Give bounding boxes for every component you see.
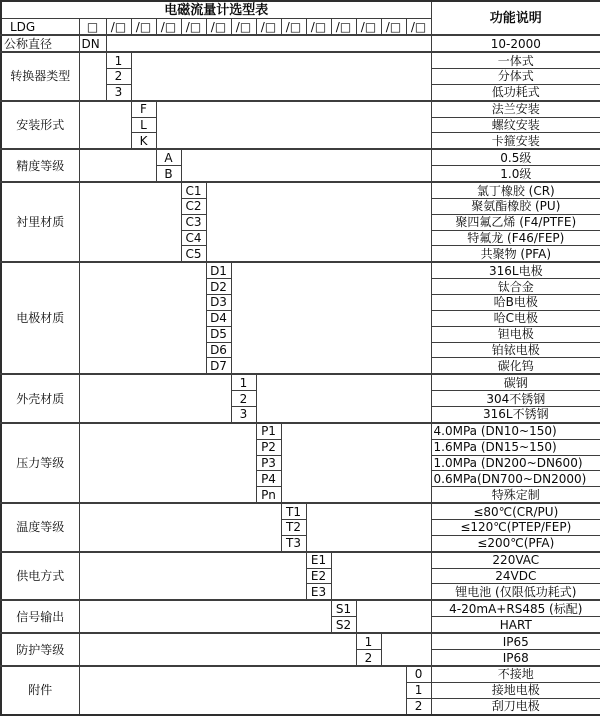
- function-desc-cell: 聚氨酯橡胶 (PU): [431, 199, 600, 215]
- section-row: [1, 423, 600, 439]
- table-title: 电磁流量计选型表: [1, 1, 431, 19]
- order-code-cell: P1: [256, 423, 281, 439]
- function-desc-cell: 螺纹安装: [431, 117, 600, 133]
- order-code-cell: 1: [406, 682, 431, 698]
- category-label: 压力等级: [1, 423, 79, 503]
- section-row: [1, 503, 600, 519]
- function-desc-cell: 1.0级: [431, 166, 600, 182]
- model-slot-box: /□: [206, 19, 231, 35]
- function-desc-cell: 1.6MPa (DN15~150): [431, 439, 600, 455]
- function-desc-cell: HART: [431, 617, 600, 633]
- function-desc-cell: 刮刀电极: [431, 698, 600, 715]
- category-label: 温度等级: [1, 503, 79, 552]
- function-desc-cell: 304不锈钢: [431, 391, 600, 407]
- function-desc-cell: 220VAC: [431, 552, 600, 568]
- left-spacer-cell: [79, 149, 156, 182]
- model-slot-box: /□: [156, 19, 181, 35]
- left-spacer-cell: [79, 52, 106, 101]
- model-slot-box: /□: [331, 19, 356, 35]
- category-label: 外壳材质: [1, 374, 79, 423]
- category-label: 转换器类型: [1, 52, 79, 101]
- function-desc-cell: ≤80℃(CR/PU): [431, 503, 600, 519]
- order-code-cell: E2: [306, 568, 331, 584]
- function-desc-cell: 1.0MPa (DN200~DN600): [431, 455, 600, 471]
- order-code-cell: T3: [281, 535, 306, 551]
- category-label: 信号输出: [1, 600, 79, 633]
- order-code-cell: 3: [231, 406, 256, 422]
- function-desc-cell: 铂铱电极: [431, 342, 600, 358]
- order-code-cell: F: [131, 101, 156, 117]
- model-slot-box: /□: [306, 19, 331, 35]
- left-spacer-cell: [79, 666, 406, 715]
- order-code-cell: 2: [231, 391, 256, 407]
- model-slot-box: /□: [406, 19, 431, 35]
- category-label: 精度等级: [1, 149, 79, 182]
- order-code-cell: D1: [206, 262, 231, 278]
- left-spacer-cell: [79, 374, 231, 423]
- category-label: 防护等级: [1, 633, 79, 666]
- function-desc-cell: 24VDC: [431, 568, 600, 584]
- order-code-cell: DN: [79, 35, 106, 52]
- function-desc-cell: 0.6MPa(DN700~DN2000): [431, 471, 600, 487]
- section-row: [1, 262, 600, 278]
- order-code-cell: D6: [206, 342, 231, 358]
- order-code-cell: 1: [231, 374, 256, 390]
- order-code-cell: D5: [206, 326, 231, 342]
- order-code-cell: A: [156, 149, 181, 165]
- right-spacer-cell: [256, 374, 431, 423]
- function-desc-cell: 共聚物 (PFA): [431, 246, 600, 262]
- order-code-cell: K: [131, 133, 156, 149]
- model-first-box: □: [79, 19, 106, 35]
- function-desc-cell: 接地电极: [431, 682, 600, 698]
- model-slot-box: /□: [231, 19, 256, 35]
- order-code-cell: 0: [406, 666, 431, 682]
- section-row: [1, 374, 600, 390]
- model-prefix: LDG: [1, 19, 79, 35]
- model-slot-box: /□: [281, 19, 306, 35]
- order-code-cell: L: [131, 117, 156, 133]
- order-code-cell: T2: [281, 520, 306, 536]
- order-code-cell: C4: [181, 230, 206, 246]
- category-label: 公称直径: [1, 35, 79, 52]
- right-spacer-cell: [231, 262, 431, 374]
- model-slot-box: /□: [181, 19, 206, 35]
- category-label: 供电方式: [1, 552, 79, 601]
- section-row: [1, 101, 600, 117]
- function-desc-cell: 聚四氟乙烯 (F4/PTFE): [431, 214, 600, 230]
- left-spacer-cell: [79, 262, 206, 374]
- function-desc-cell: 低功耗式: [431, 84, 600, 100]
- section-row: [1, 182, 600, 198]
- order-code-cell: 1: [356, 633, 381, 649]
- right-spacer-cell: [281, 423, 431, 503]
- function-desc-cell: 卡箍安装: [431, 133, 600, 149]
- function-desc-cell: 特殊定制: [431, 487, 600, 503]
- order-code-cell: D7: [206, 358, 231, 374]
- function-desc-cell: IP65: [431, 633, 600, 649]
- function-desc-cell: 10-2000: [431, 35, 600, 52]
- right-spacer-cell: [181, 149, 431, 182]
- section-row: [1, 52, 600, 68]
- function-desc-cell: 哈C电极: [431, 310, 600, 326]
- function-desc-cell: IP68: [431, 650, 600, 666]
- left-spacer-cell: [79, 633, 356, 666]
- right-spacer-cell: [356, 600, 431, 633]
- order-code-cell: D4: [206, 310, 231, 326]
- order-code-cell: Pn: [256, 487, 281, 503]
- order-code-cell: B: [156, 166, 181, 182]
- order-code-cell: 1: [106, 52, 131, 68]
- function-desc-cell: 4-20mA+RS485 (标配): [431, 600, 600, 616]
- section-row: [1, 666, 600, 682]
- left-spacer-cell: [79, 182, 181, 262]
- order-code-cell: D3: [206, 295, 231, 311]
- left-spacer-cell: [79, 503, 281, 552]
- function-desc-cell: ≤200℃(PFA): [431, 535, 600, 551]
- function-desc-cell: 一体式: [431, 52, 600, 68]
- order-code-cell: C1: [181, 182, 206, 198]
- function-desc-cell: 氯丁橡胶 (CR): [431, 182, 600, 198]
- right-spacer-cell: [156, 101, 431, 150]
- function-desc-cell: 锂电池 (仅限低功耗式): [431, 584, 600, 600]
- order-code-cell: 2: [106, 68, 131, 84]
- section-row: [1, 35, 600, 52]
- function-desc-cell: 钽电极: [431, 326, 600, 342]
- function-desc-cell: 316L不锈钢: [431, 406, 600, 422]
- order-code-cell: C3: [181, 214, 206, 230]
- right-spacer-cell: [306, 503, 431, 552]
- model-slot-box: /□: [256, 19, 281, 35]
- function-desc-cell: 316L电极: [431, 262, 600, 278]
- left-spacer-cell: [79, 552, 306, 601]
- function-column-header: 功能说明: [431, 1, 600, 35]
- order-code-cell: P4: [256, 471, 281, 487]
- order-code-cell: T1: [281, 503, 306, 519]
- right-spacer-cell: [331, 552, 431, 601]
- order-code-cell: 3: [106, 84, 131, 100]
- function-desc-cell: 不接地: [431, 666, 600, 682]
- function-desc-cell: 碳钢: [431, 374, 600, 390]
- right-spacer-cell: [381, 633, 431, 666]
- function-desc-cell: 0.5级: [431, 149, 600, 165]
- section-row: [1, 552, 600, 568]
- function-desc-cell: 钛合金: [431, 279, 600, 295]
- section-row: [1, 633, 600, 649]
- order-code-cell: 2: [406, 698, 431, 715]
- category-label: 安装形式: [1, 101, 79, 150]
- model-slot-box: /□: [381, 19, 406, 35]
- order-code-cell: P3: [256, 455, 281, 471]
- model-slot-box: /□: [106, 19, 131, 35]
- section-row: [1, 149, 600, 165]
- order-code-cell: S2: [331, 617, 356, 633]
- category-label: 衬里材质: [1, 182, 79, 262]
- function-desc-cell: 4.0MPa (DN10~150): [431, 423, 600, 439]
- order-code-cell: E1: [306, 552, 331, 568]
- order-code-cell: D2: [206, 279, 231, 295]
- function-desc-cell: 哈B电极: [431, 295, 600, 311]
- function-desc-cell: 分体式: [431, 68, 600, 84]
- category-label: 附件: [1, 666, 79, 715]
- function-desc-cell: ≤120℃(PTEP/FEP): [431, 520, 600, 536]
- category-label: 电极材质: [1, 262, 79, 374]
- section-row: [1, 600, 600, 616]
- left-spacer-cell: [79, 600, 331, 633]
- function-desc-cell: 碳化钨: [431, 358, 600, 374]
- order-code-cell: C2: [181, 199, 206, 215]
- function-desc-cell: 法兰安装: [431, 101, 600, 117]
- right-spacer-cell: [206, 182, 431, 262]
- model-slot-box: /□: [356, 19, 381, 35]
- order-code-cell: E3: [306, 584, 331, 600]
- order-code-cell: S1: [331, 600, 356, 616]
- model-slot-box: /□: [131, 19, 156, 35]
- left-spacer-cell: [79, 101, 131, 150]
- left-spacer-cell: [79, 423, 256, 503]
- order-code-cell: 2: [356, 650, 381, 666]
- right-spacer-cell: [106, 35, 431, 52]
- order-code-cell: C5: [181, 246, 206, 262]
- order-code-cell: P2: [256, 439, 281, 455]
- function-desc-cell: 特氟龙 (F46/FEP): [431, 230, 600, 246]
- right-spacer-cell: [131, 52, 431, 101]
